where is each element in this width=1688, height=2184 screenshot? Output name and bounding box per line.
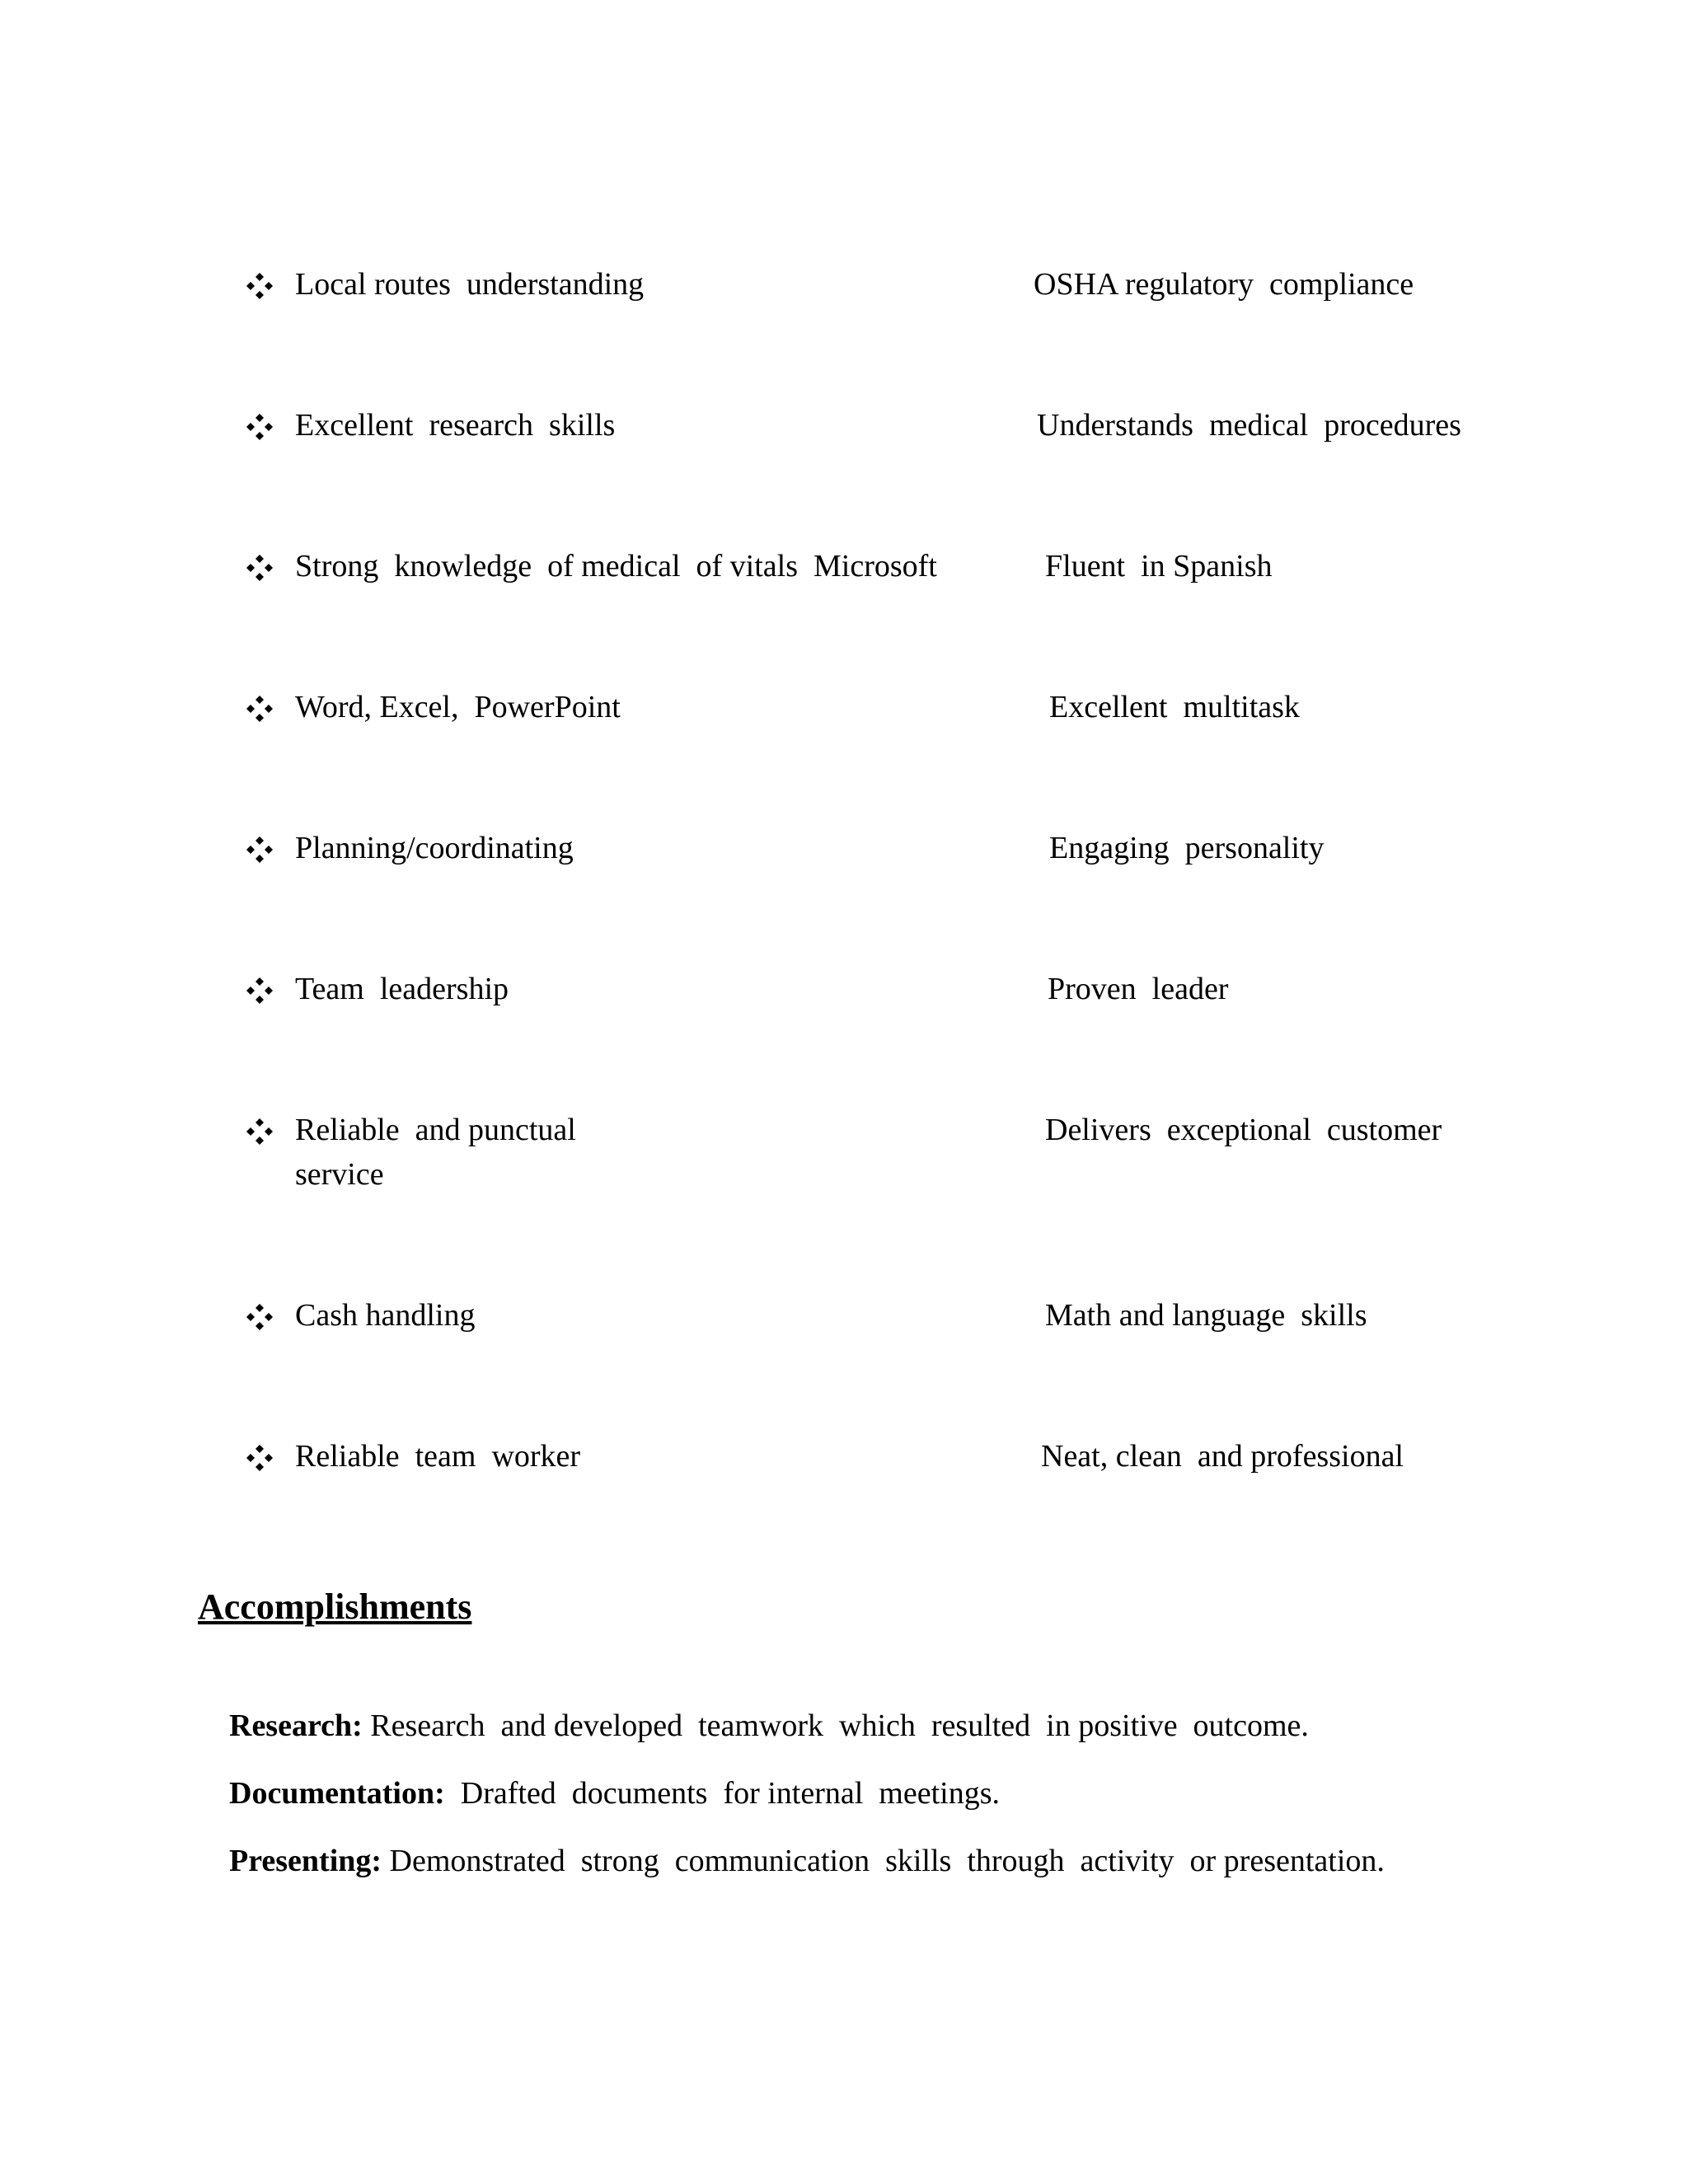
skill-left: Word, Excel, PowerPoint [295,690,621,724]
skill-right: Excellent multitask [1049,690,1300,724]
skill-left: Team leadership [295,972,509,1006]
accomplishment-text: Drafted documents for internal meetings. [444,1776,1001,1811]
skill-left: Strong knowledge of medical of vitals Microsoft [295,549,937,583]
diamond-bullet-icon [246,1118,274,1146]
skill-row [0,1108,1688,1207]
skill-row [0,544,1688,593]
skill-row [0,967,1688,1016]
skill-right: Math and language skills [1045,1298,1367,1333]
skill-row [0,262,1688,312]
skill-row [0,1434,1688,1483]
skill-right: Understands medical procedures [1037,408,1461,443]
diamond-bullet-icon [246,272,274,300]
diamond-bullet-icon [246,836,274,864]
skill-row [0,826,1688,875]
accomplishment-text: Demonstrated strong communication skills through activity or presentation. [382,1844,1385,1878]
diamond-bullet-icon [246,977,274,1005]
skill-right: Proven leader [1048,972,1229,1006]
skill-right: OSHA regulatory compliance [1034,267,1414,302]
accomplishment-label: Documentation: [229,1776,445,1811]
diamond-bullet-icon [246,554,274,582]
skill-right: Neat, clean and professional [1041,1439,1404,1474]
skill-right: Delivers exceptional customer [1045,1113,1442,1147]
skill-left: Reliable and punctual [295,1113,576,1147]
accomplishment-label: Presenting: [229,1844,382,1878]
accomplishment-label: Research: [229,1708,363,1743]
diamond-bullet-icon [246,1444,274,1472]
skill-row [0,403,1688,452]
skill-left: Reliable team worker [295,1439,581,1474]
skill-right: Fluent in Spanish [1045,549,1273,583]
skill-left: Cash handling [295,1298,476,1333]
accomplishments-heading: Accomplishments [198,1586,472,1627]
accomplishment-presenting [198,1794,1385,1928]
skill-left: Local routes understanding [295,267,645,302]
skill-right: Engaging personality [1049,831,1325,865]
diamond-bullet-icon [246,413,274,441]
skill-left-continuation: service [295,1157,384,1192]
skill-row [0,1293,1688,1343]
skill-left: Excellent research skills [295,408,616,443]
skill-left: Planning/coordinating [295,831,574,865]
skill-row [0,685,1688,734]
accomplishment-text: Research and developed teamwork which resulted in positive outcome. [362,1708,1309,1743]
diamond-bullet-icon [246,695,274,723]
diamond-bullet-icon [246,1303,274,1331]
